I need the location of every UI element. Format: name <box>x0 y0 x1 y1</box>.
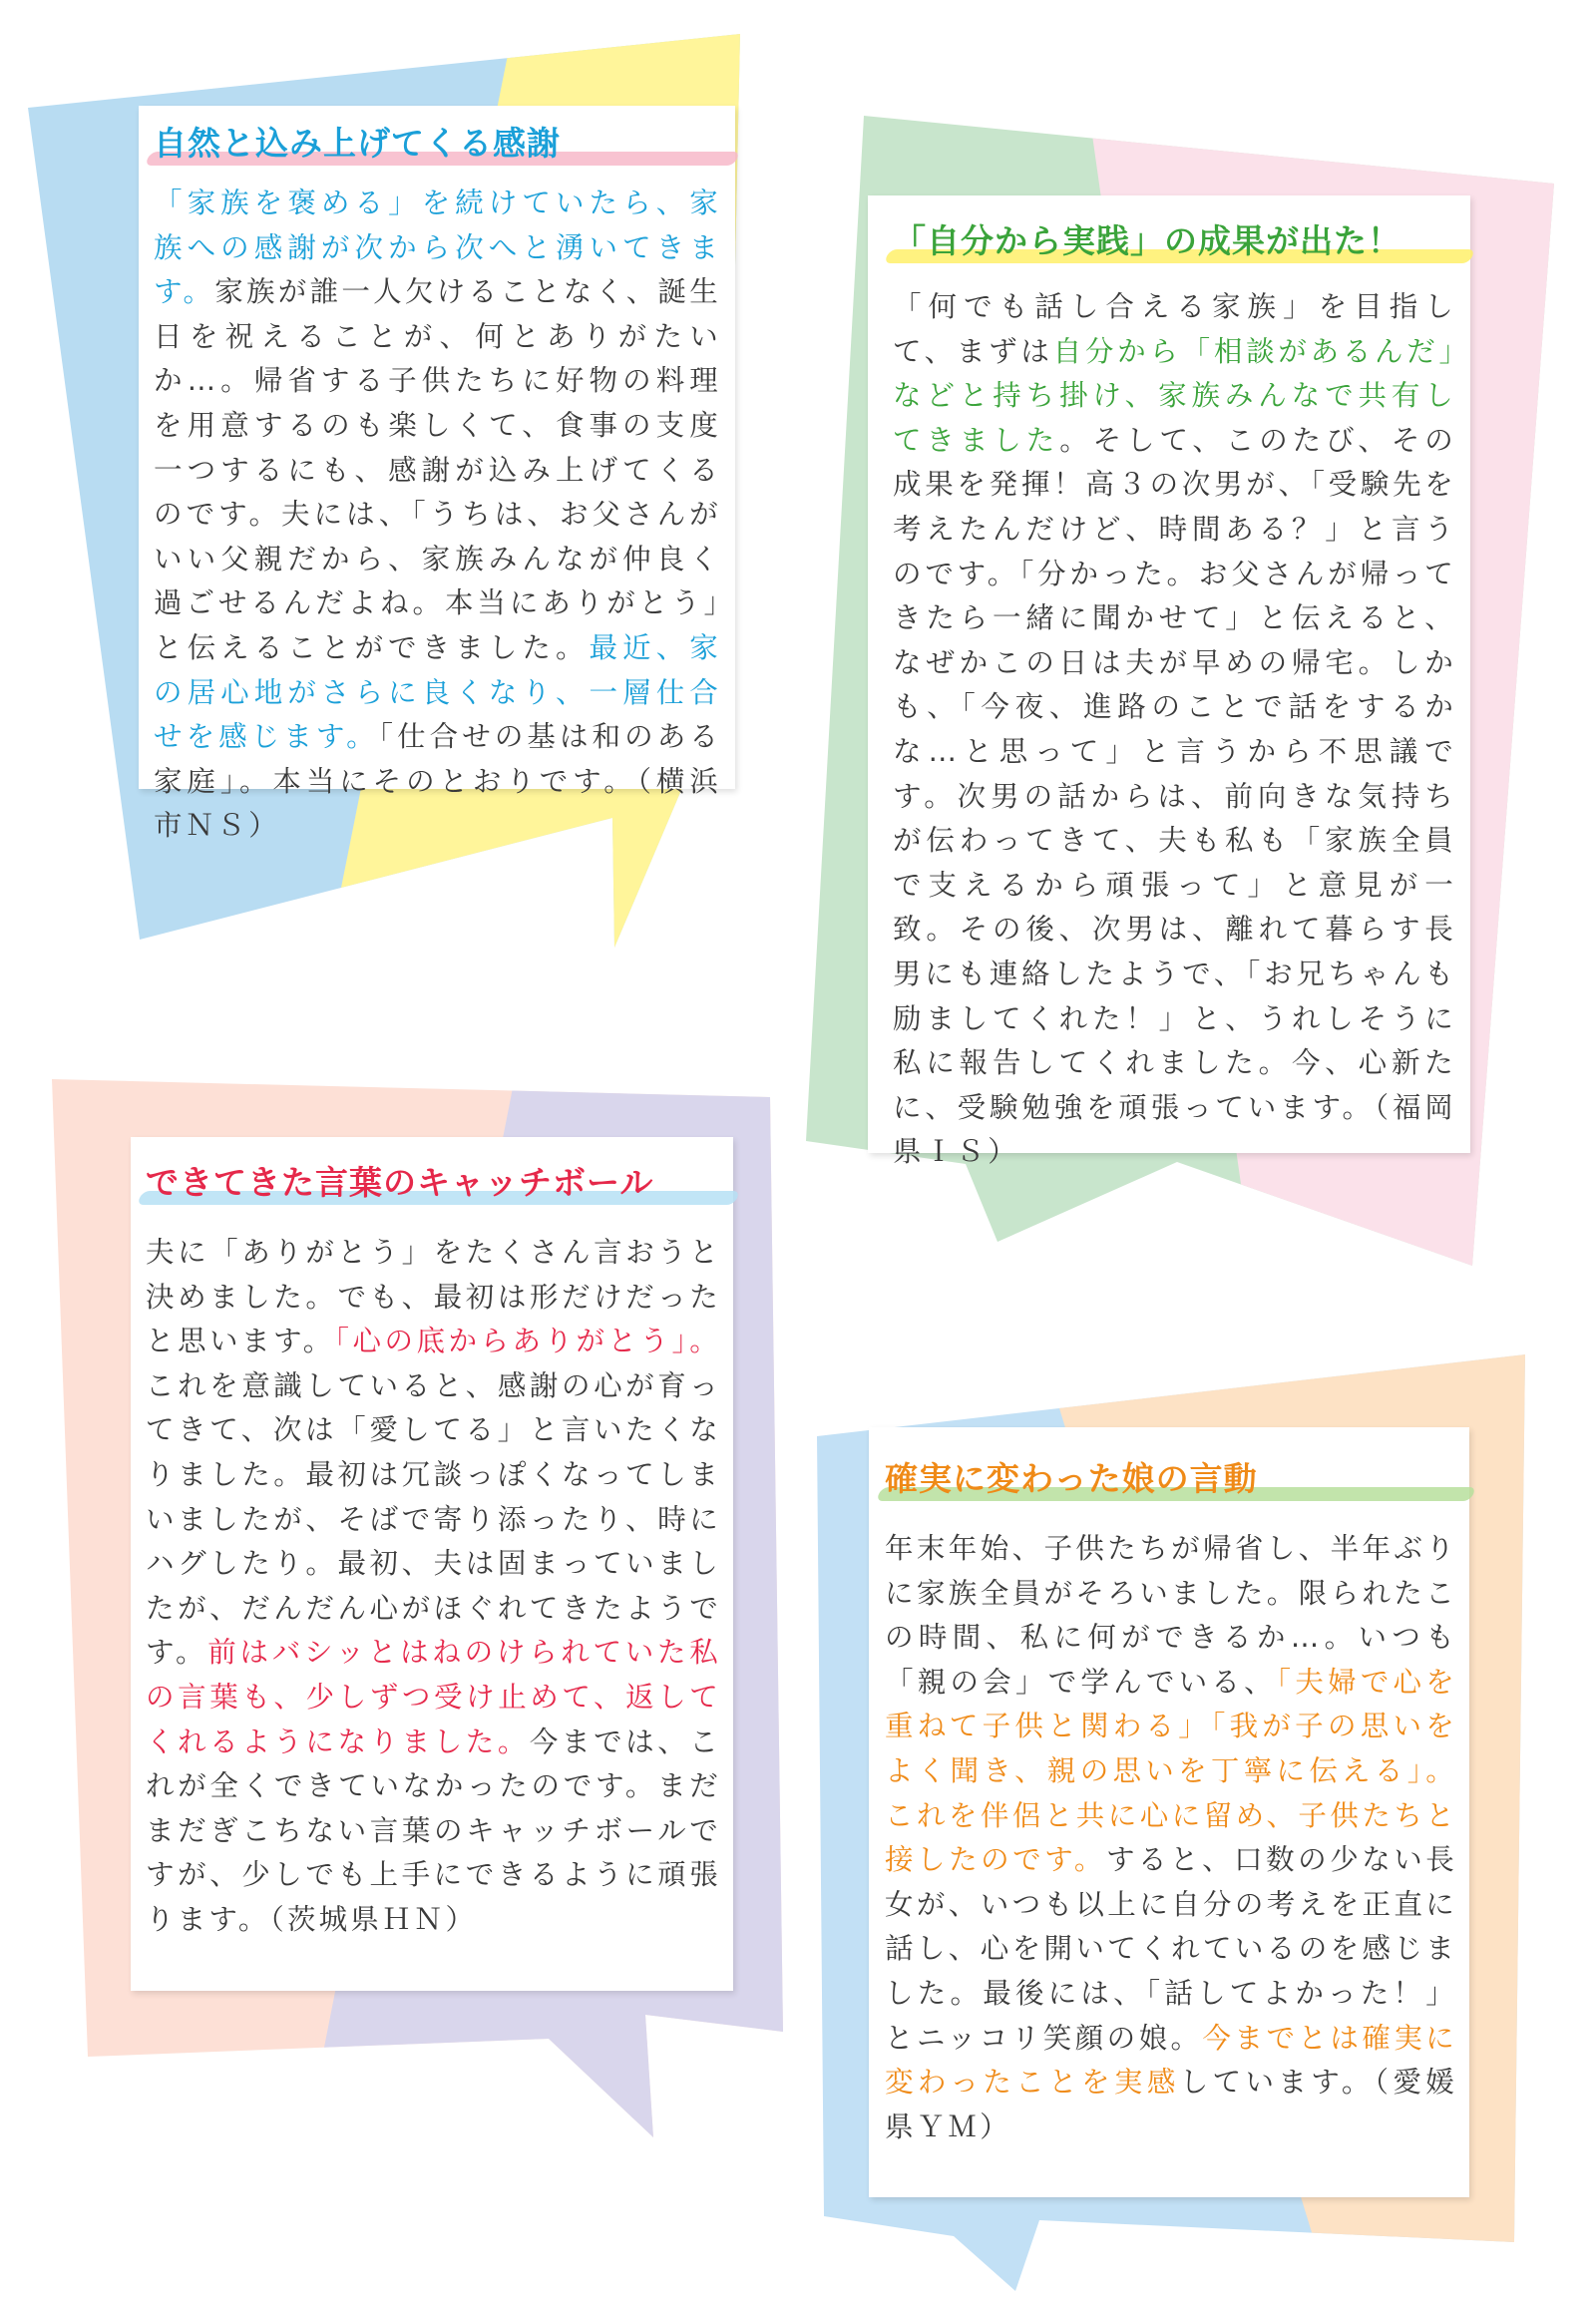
card-body <box>146 1231 721 1943</box>
body-text: 「何でも話し合える家族」を目指して、まずは <box>893 290 1456 368</box>
body-text: しています。（愛媛県ＹＭ） <box>885 2066 1457 2143</box>
card-body <box>893 285 1456 1175</box>
highlight-text: 自分から「相談があるんだ」などと持ち掛け、家族みんなで共有してきました <box>893 334 1456 457</box>
highlight-text: 最近、家の居心地がさらに良くなり、一層仕合せを感じます。 <box>154 630 721 754</box>
body-text: 家族が誰一人欠けることなく、誕生日を祝えることが、何とありがたいか…。帰省する子供たちに好物の料理を用意するのも楽しくて、食事の支度一つするにも、感謝が込み上げてくるのです。夫には、「うちは、お父さんがいい父親だから、家族みんなが仲良く過ごせるんだよね。本当にありがとう」と伝えることができました。 <box>154 275 721 664</box>
body-text: 「仕合せの基は和のある家庭」。本当にそのとおりです。（横浜市ＮＳ） <box>154 720 721 843</box>
card-body <box>154 182 721 849</box>
highlight-text: 「夫婦で心を重ねて子供と関わる」「我が子の思いをよく聞き、親の思いを丁寧に伝える」。これを伴侶と共に心に留め、子供たちと接したのです。 <box>885 1665 1457 1877</box>
body-text: 。そして、このたび、その成果を発揮！高３の次男が、「受験先を考えたんだけど、時間ある？」と言うのです。「分かった。お父さんが帰ってきたら一緒に聞かせて」と伝えると、なぜかこの日は夫が早めの帰宅。しかも、「今夜、進路のことで話をするかな…と思って」と言うから不思議です。次男の話からは、前向きな気持ちが伝わってきて、夫も私も「家族全員で支えるから頑張って」と意見が一致。その後、次男は、離れて暮らす長男にも連絡したようで、「お兄ちゃんも励ましてくれた！」と、うれしそうに私に報告してくれました。今、心新たに、受験勉強を頑張っています。（福岡県ＩＳ） <box>893 423 1456 1169</box>
body-text: すると、口数の少ない長女が、いつも以上に自分の考えを正直に話し、心を開いてくれているのを感じました。最後には、「話してよかった！」とニッコリ笑顔の娘。 <box>885 1843 1458 2055</box>
testimonial-card-1 <box>139 106 735 843</box>
testimonial-card-4 <box>869 1427 1469 2197</box>
highlight-text: 前はバシッとはねのけられていた私の言葉も、少しずつ受け止めて、返してくれるようになりました。 <box>146 1636 721 1758</box>
testimonial-card-3 <box>131 1137 733 1991</box>
card-title: 確実に変わった娘の言動 <box>885 1457 1457 1501</box>
body-text: 年末年始、子供たちが帰省し、半年ぶりに家族全員がそろいました。限られたこの時間、私に何ができるか…。いつも「親の会」で学んでいる、 <box>885 1532 1457 1699</box>
body-text: 夫に「ありがとう」をたくさん言おうと決めました。でも、最初は形だけだったと思います。 <box>146 1236 721 1358</box>
card-title: 自然と込み上げてくる感謝 <box>154 122 721 166</box>
highlight-text: 今までとは確実に変わったことを実感 <box>885 2021 1457 2100</box>
highlight-text: 「家族を褒める」を続けていたら、家族への感謝が次から次へと湧いてきます。 <box>154 187 721 309</box>
card-title: できてきた言葉のキャッチボール <box>146 1161 721 1205</box>
testimonial-card-2 <box>868 195 1470 1169</box>
body-text: これを意識していると、感謝の心が育ってきて、次は「愛してる」と言いたくなりました。最初は冗談っぽくなってしまいましたが、そばで寄り添ったり、時にハグしたり。最初、夫は固まっていましたが、だんだん心がほぐれてきたようです。 <box>146 1368 721 1670</box>
body-text: 今までは、これが全くできていなかったのです。まだまだぎこちない言葉のキャッチボールですが、少しでも上手にできるように頑張ります。（茨城県ＨＮ） <box>146 1724 722 1936</box>
card-title: 「自分から実践」の成果が出た！ <box>893 219 1456 263</box>
highlight-text: 「心の底からありがとう」。 <box>334 1325 721 1358</box>
card-body <box>885 1527 1457 2149</box>
